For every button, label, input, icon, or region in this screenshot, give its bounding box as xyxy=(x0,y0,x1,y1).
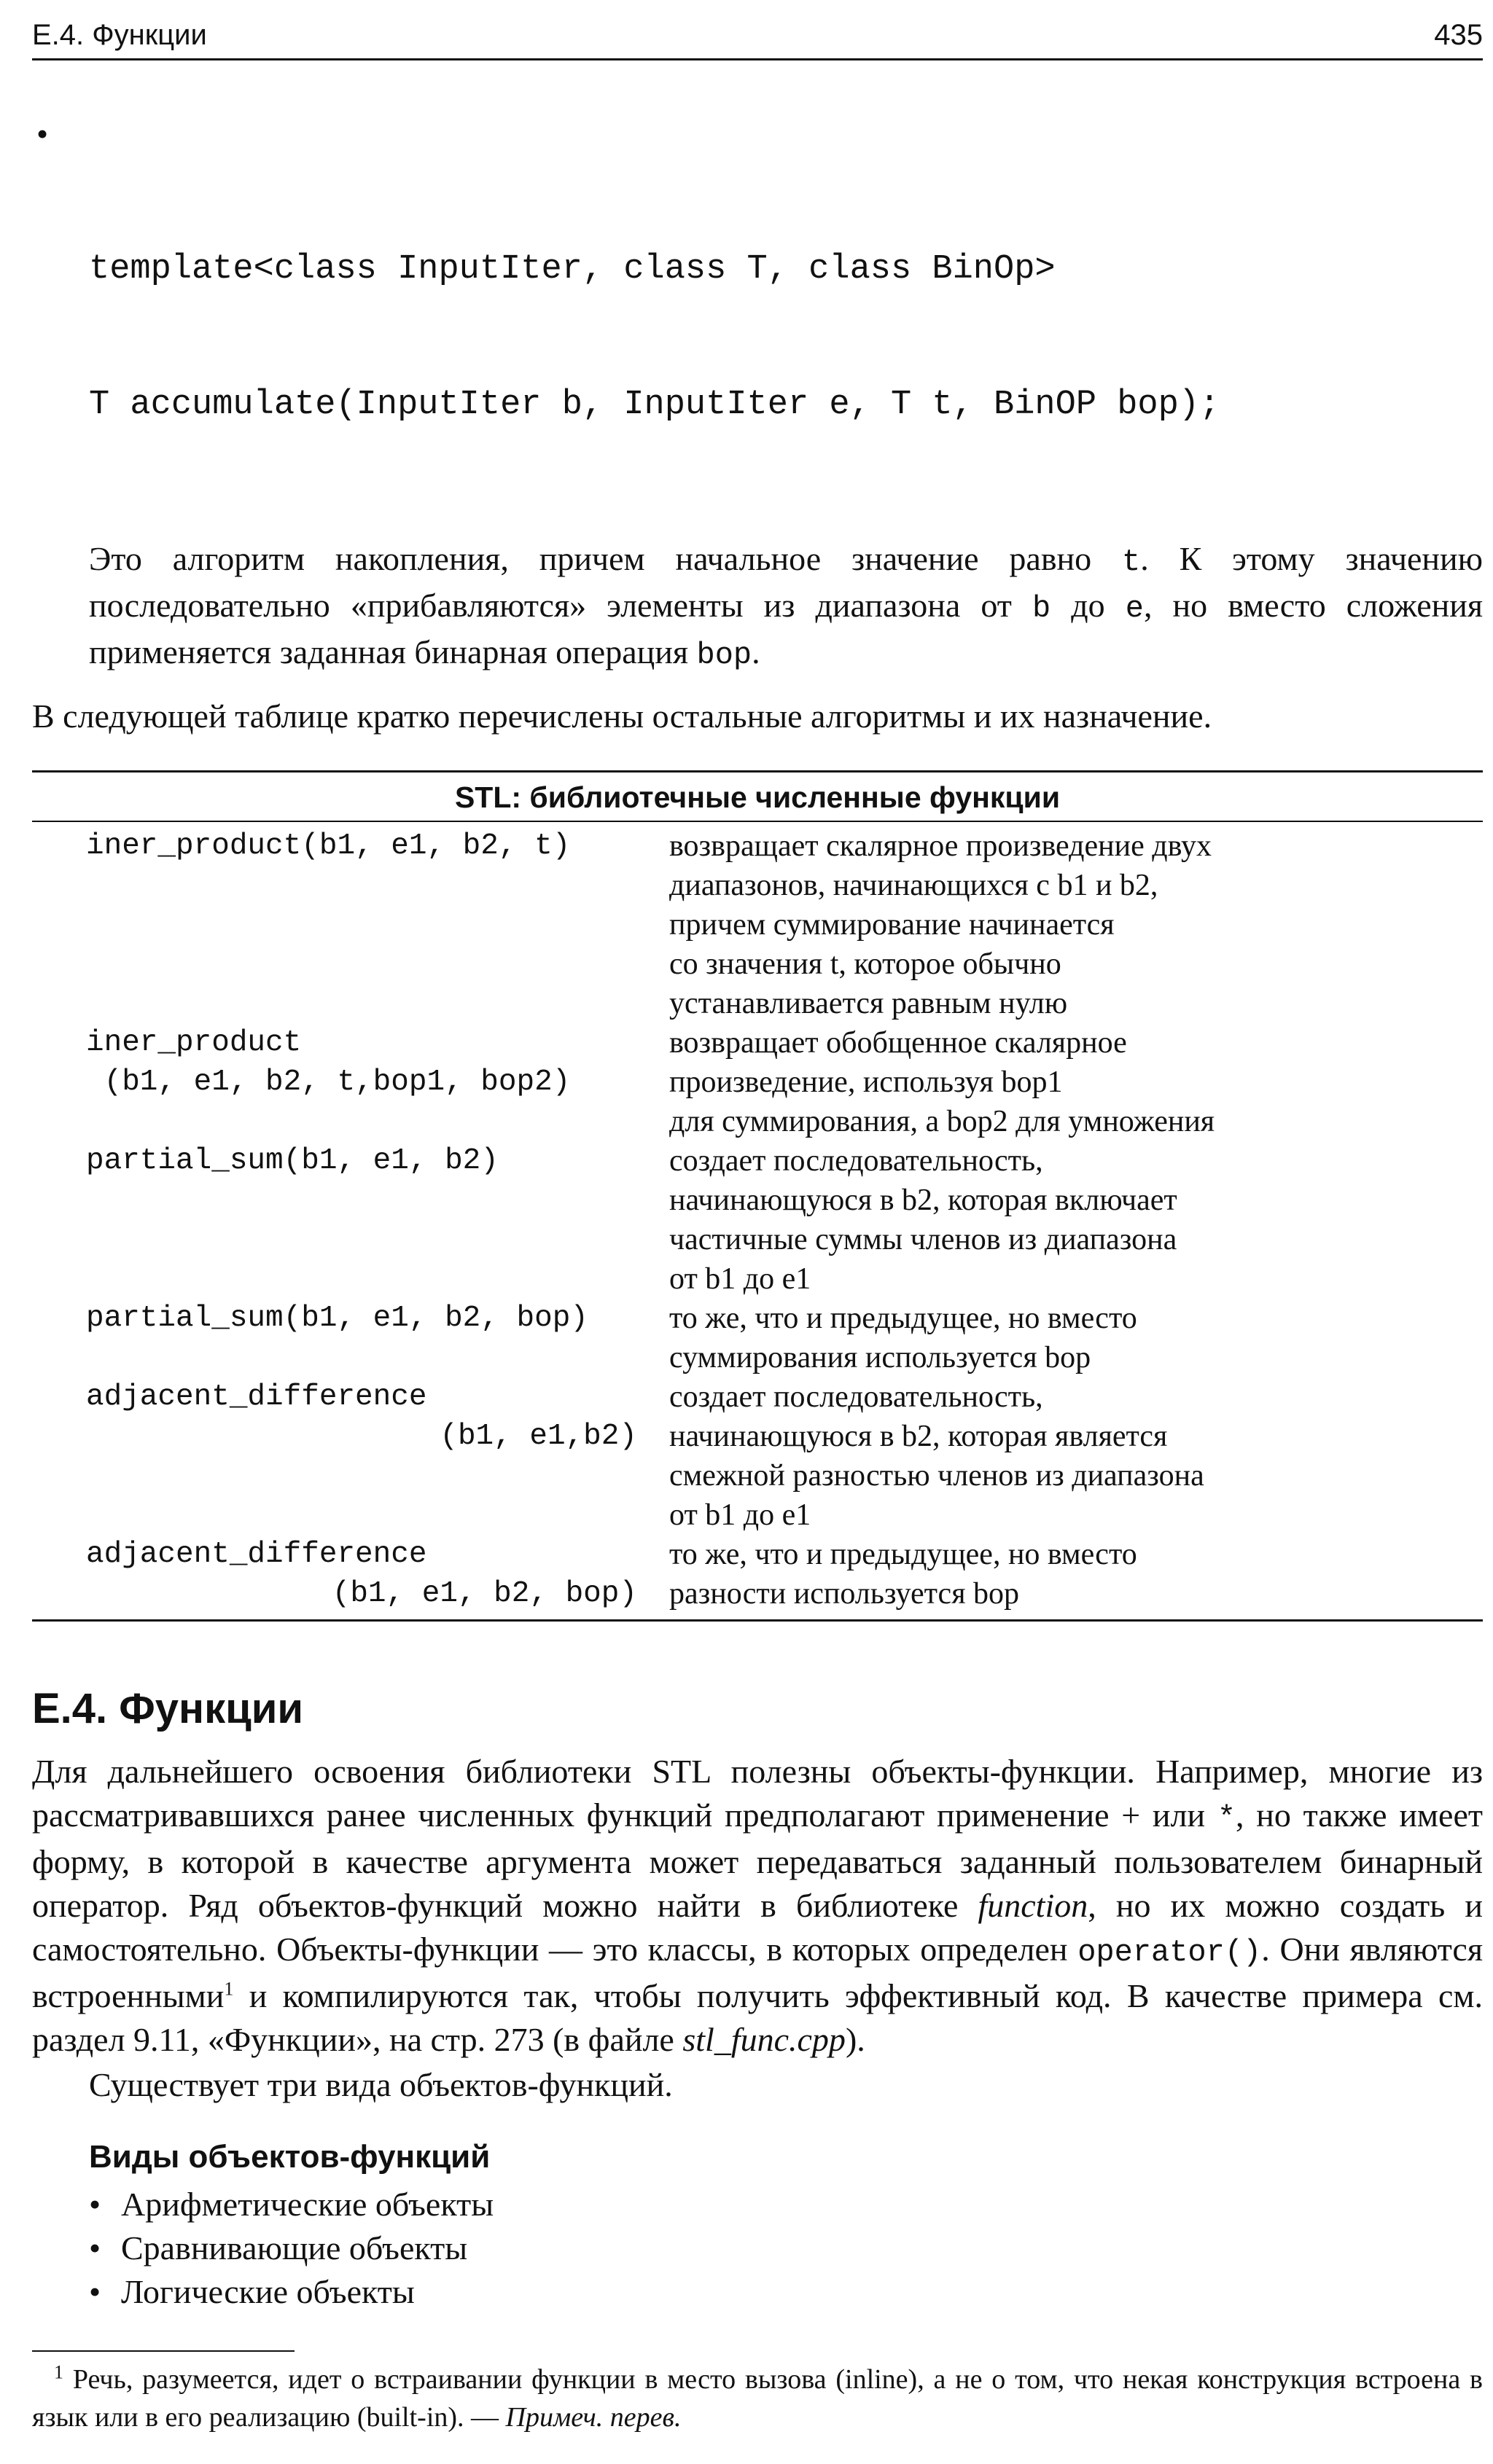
table-cell-function: partial_sum(b1, e1, b2, bop) xyxy=(86,1302,588,1335)
kinds-list xyxy=(32,2183,1483,2314)
footnote-rule xyxy=(32,2350,295,2352)
accumulate-signature xyxy=(32,112,1483,518)
table-body xyxy=(32,822,1483,1619)
running-header-section: E.4. Функции xyxy=(32,19,207,51)
table-row xyxy=(32,826,1483,1023)
table-cell-description: создает последовательность, начинающуюся в b2, которая включает частичные суммы членов из диапазона от b1 до e1 xyxy=(669,1144,1177,1296)
code-line-1: template<class InputIter, class T, class BinOp> xyxy=(89,250,1056,289)
page-number: 435 xyxy=(1434,19,1483,51)
footnote-mark: 1 xyxy=(54,2361,63,2383)
bullet-icon: • xyxy=(89,2186,101,2223)
numeric-functions-table xyxy=(32,770,1483,1622)
table-row xyxy=(32,1535,1483,1614)
table-row xyxy=(32,1023,1483,1141)
table-row xyxy=(32,1377,1483,1535)
table-cell-description: то же, что и предыдущее, но вместо суммирования используется bop xyxy=(669,1302,1137,1374)
table-cell-function: adjacent_difference (b1, e1,b2) xyxy=(86,1380,637,1453)
section-heading: Е.4. Функции xyxy=(32,1685,304,1732)
table-cell-description: возвращает скалярное произведение двух диапазонов, начинающихся с b1 и b2, причем суммирование начинается со значения t, которое обычно устанавливается равным нулю xyxy=(669,829,1212,1020)
table-lead-paragraph: В следующей таблице кратко перечислены остальные алгоритмы и их назначение. xyxy=(32,697,1212,735)
accumulate-description: Это алгоритм накопления, причем начальное значение равно t. К этому значению последовательно «прибавляются» элементы из диапазона от b до e, но вместо сложения применяется заданная бинарная операция bop. xyxy=(89,540,1484,673)
book-page xyxy=(32,16,1483,2464)
bullet-icon: • xyxy=(89,2229,101,2267)
table-cell-function: iner_product(b1, e1, b2, t) xyxy=(86,829,571,863)
table-cell-description: возвращает обобщенное скалярное произведение, используя bop1 для суммирования, а bop2 для умножения xyxy=(669,1026,1215,1138)
table-row xyxy=(32,1141,1483,1299)
table-bottom-rule xyxy=(32,1619,1483,1622)
kinds-heading: Виды объектов-функций xyxy=(89,2139,491,2175)
table-row xyxy=(32,1299,1483,1377)
footnote: $^1$ Речь, разумеется, идет о встраивании функции в место вызова (inline), а не о том, что некая конструкция встроена в язык или в его реализацию (built-in). — Примеч. перев. xyxy=(32,2361,1483,2433)
running-header xyxy=(32,16,1483,60)
section-body xyxy=(32,1750,1483,2107)
table-cell-description: создает последовательность, начинающуюся в b2, которая является смежной разностью членов из диапазона от b1 до e1 xyxy=(669,1380,1204,1532)
table-cell-description: то же, что и предыдущее, но вместо разности используется bop xyxy=(669,1538,1137,1611)
table-cell-function: partial_sum(b1, e1, b2) xyxy=(86,1144,499,1178)
kinds-intro-paragraph: Существует три вида объектов-функций. xyxy=(89,2066,673,2103)
list-item: • Арифметические объекты xyxy=(89,2183,1483,2226)
table-title: STL: библиотечные численные функции xyxy=(454,781,1061,814)
footnote-ref: 1 xyxy=(224,1978,234,2000)
code-line-2: T accumulate(InputIter b, InputIter e, T t, BinOP bop); xyxy=(89,386,1220,424)
list-item: • Сравнивающие объекты xyxy=(89,2226,1483,2270)
list-item: • Логические объекты xyxy=(89,2270,1483,2314)
bullet-icon: • xyxy=(36,115,49,152)
function-objects-paragraph: Для дальнейшего освоения библиотеки STL полезны объекты-функции. Например, многие из рассматривавшихся ранее численных функций предполагают применение + или *, но также имеет форму, в которой в качестве аргумента может передаваться заданный пользователем бинарный оператор. Ряд объектов-функций можно найти в библиотеке function, но их можно создать и самостоятельно. Объекты-функции — это классы, в которых определен operator(). Они являются встроенными$^1$ и компилируются так, чтобы получить эффективный код. В качестве примера см. раздел 9.11, «Функции», на стр. 273 (в файле stl_func.cpp). xyxy=(32,1753,1483,2058)
table-cell-function: iner_product (b1, e1, b2, t,bop1, bop2) xyxy=(86,1026,571,1099)
bullet-icon: • xyxy=(89,2273,101,2310)
table-cell-function: adjacent_difference (b1, e1, b2, bop) xyxy=(86,1538,637,1611)
